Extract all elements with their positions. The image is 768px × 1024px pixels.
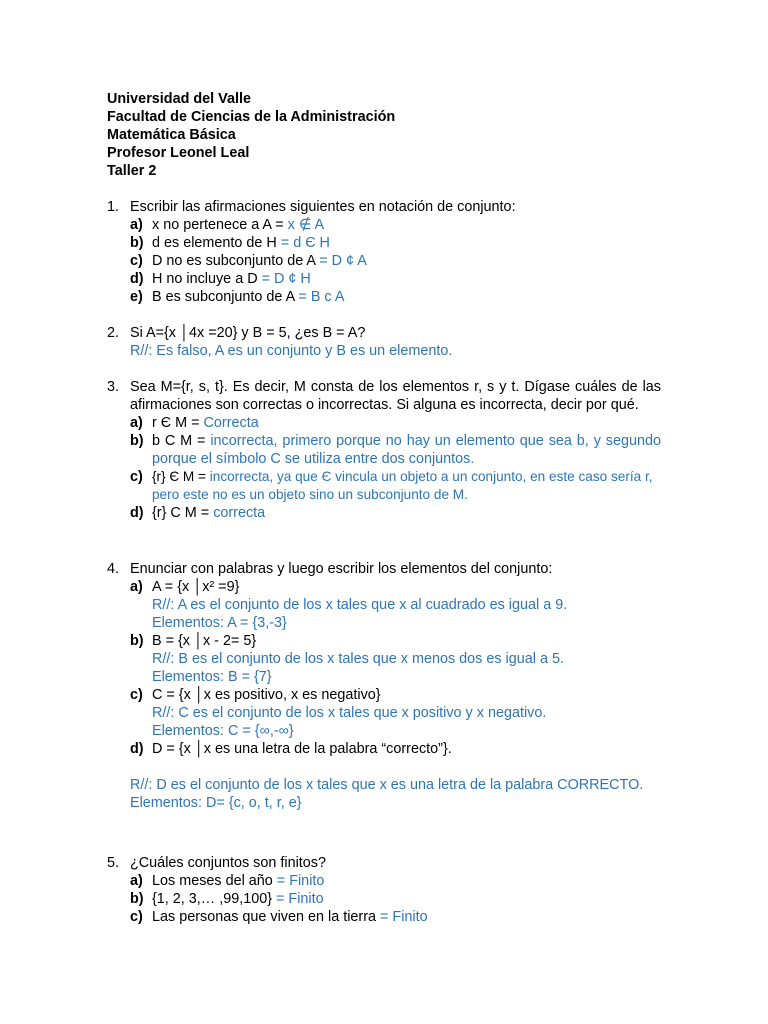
item-text: Los meses del año [152, 873, 277, 889]
item-answer: R//: A es el conjunto de los x tales que x al cuadrado es igual a 9. [152, 597, 568, 613]
item-answer: Correcta [203, 415, 259, 431]
list-item [130, 504, 661, 522]
item-elements: Elementos: A = {3,-3} [152, 615, 287, 631]
list-item [130, 890, 661, 908]
item-answer: R//: B es el conjunto de los x tales que x menos dos es igual a 5. [152, 651, 564, 667]
item-answer: = D ¢ H [261, 271, 311, 287]
list-item [130, 468, 661, 504]
list-item [130, 270, 661, 288]
list-item [130, 432, 661, 468]
item-label: c) [130, 469, 143, 485]
item-text: b C M = [152, 433, 211, 449]
list-item [130, 686, 661, 704]
question-5 [107, 854, 661, 926]
question-text: Escribir las afirmaciones siguientes en notación de conjunto: [130, 199, 516, 215]
item-label: b) [130, 633, 144, 649]
item-elements: Elementos: B = {7} [152, 669, 272, 685]
item-text: Las personas que viven en la tierra [152, 909, 380, 925]
list-item [130, 740, 661, 758]
professor-name: Profesor Leonel Leal [107, 144, 250, 161]
list-item [130, 414, 661, 432]
question-2 [107, 324, 661, 360]
item-answer: = Finito [380, 909, 428, 925]
item-text: r Є M = [152, 415, 204, 431]
question-number: 3. [107, 379, 120, 395]
item-label: a) [130, 217, 143, 233]
question-number: 5. [107, 855, 120, 871]
item-elements: Elementos: D= {c, o, t, r, e} [130, 795, 302, 811]
item-answer: = Finito [276, 873, 325, 889]
question-number: 2. [107, 325, 120, 341]
item-label: b) [130, 891, 144, 907]
item-text: B es subconjunto de A [152, 289, 299, 305]
item-elements: Elementos: C = {∞,-∞} [152, 723, 294, 739]
item-answer: incorrecta, primero porque no hay un elemento que sea b, y segundo porque el símbolo C se utiliza entre dos conjuntos. [152, 433, 661, 467]
item-answer: R//: C es el conjunto de los x tales que x positivo y x negativo. [152, 705, 547, 721]
item-answer: incorrecta, ya que Є vincula un objeto a un conjunto, en este caso sería r, pero este no es un objeto sino un subconjunto de M. [152, 469, 653, 502]
item-label: c) [130, 687, 143, 703]
item-text: B = {x │x - 2= 5} [152, 633, 257, 649]
item-text: D no es subconjunto de A [152, 253, 320, 269]
item-answer: correcta [213, 505, 266, 521]
course-name: Matemática Básica [107, 126, 236, 143]
question-number: 1. [107, 199, 120, 215]
question-text: Si A={x │4x =20} y B = 5, ¿es B = A? [130, 325, 366, 341]
item-label: d) [130, 271, 144, 287]
item-label: e) [130, 289, 143, 305]
item-label: d) [130, 741, 144, 757]
question-3 [107, 378, 661, 522]
item-answer: = d Є H [280, 235, 330, 251]
question-4 [107, 560, 661, 812]
item-text: H no incluye a D [152, 271, 262, 287]
list-item [130, 288, 661, 306]
item-text: {r} Є M = [152, 469, 210, 484]
question-text: Sea M={r, s, t}. Es decir, M consta de los elementos r, s y t. Dígase cuáles de las afirmaciones son correctas o incorrectas. Si alguna es incorrecta, decir por qué. [130, 379, 661, 413]
item-text: d es elemento de H [152, 235, 281, 251]
item-answer: = B c A [298, 289, 345, 305]
item-label: a) [130, 415, 143, 431]
item-answer: = D ¢ A [319, 253, 367, 269]
document-header [107, 91, 395, 181]
item-label: c) [130, 909, 143, 925]
item-answer: R//: D es el conjunto de los x tales que x es una letra de la palabra CORRECTO. [130, 777, 644, 793]
question-text: Enunciar con palabras y luego escribir los elementos del conjunto: [130, 561, 553, 577]
question-answer: R//: Es falso, A es un conjunto y B es un elemento. [130, 343, 453, 359]
item-text: D = {x │x es una letra de la palabra “correcto”}. [152, 741, 452, 757]
item-text: C = {x │x es positivo, x es negativo} [152, 687, 381, 703]
item-answer: = Finito [276, 891, 324, 907]
item-text: A = {x │x² =9} [152, 579, 240, 595]
item-text: x no pertenece a A = [152, 217, 288, 233]
item-label: d) [130, 505, 144, 521]
list-item [130, 872, 661, 890]
item-text: {1, 2, 3,… ,99,100} [152, 891, 277, 907]
question-text: ¿Cuáles conjuntos son finitos? [130, 855, 326, 871]
item-label: a) [130, 579, 143, 595]
item-answer: x ∉ A [287, 217, 325, 233]
university-name: Universidad del Valle [107, 91, 251, 107]
question-1 [107, 198, 661, 306]
list-item [130, 632, 661, 650]
workshop-title: Taller 2 [107, 162, 157, 179]
item-text: {r} C M = [152, 505, 214, 521]
list-item [130, 252, 661, 270]
list-item [130, 578, 661, 596]
list-item [130, 234, 661, 252]
item-label: b) [130, 235, 144, 251]
faculty-name: Facultad de Ciencias de la Administración [107, 108, 396, 125]
list-item [130, 908, 661, 926]
item-label: c) [130, 253, 143, 269]
list-item [130, 216, 661, 234]
item-label: b) [130, 433, 144, 449]
question-number: 4. [107, 561, 120, 577]
item-label: a) [130, 873, 143, 889]
